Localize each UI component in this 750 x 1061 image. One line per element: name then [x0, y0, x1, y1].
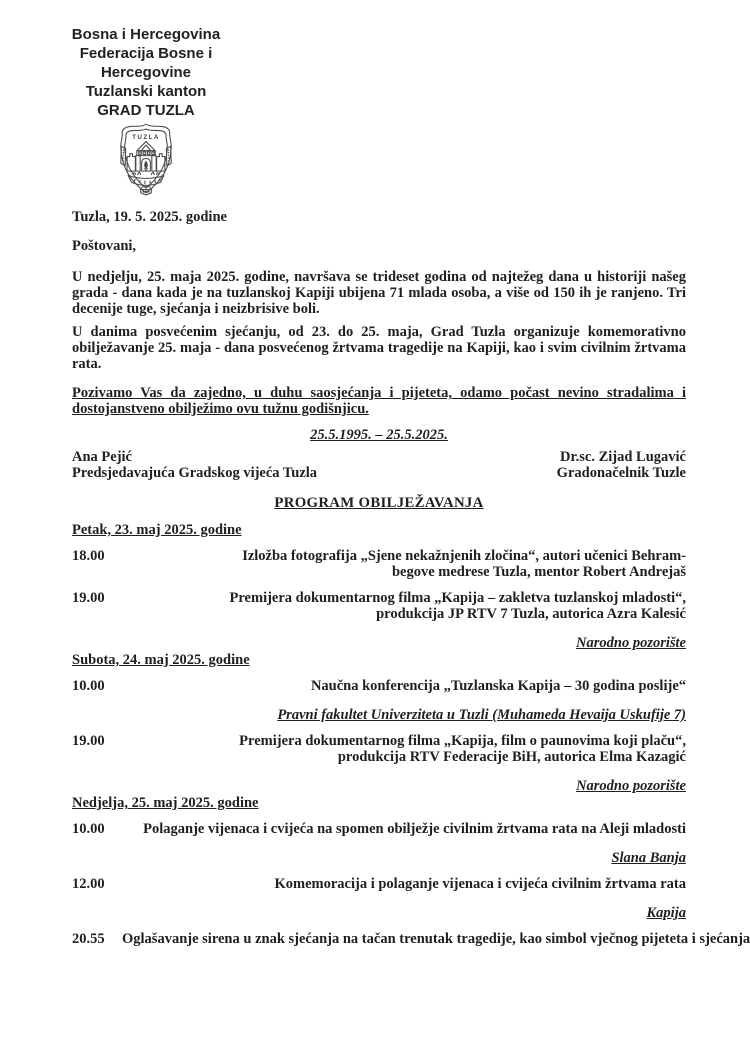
event-time: 10.00 [72, 821, 105, 837]
signature-left-name: Ana Pejić [72, 449, 132, 465]
day-heading-saturday: Subota, 24. maj 2025. godine [72, 652, 250, 668]
event-description: Naučna konferencija „Tuzlanska Kapija – 30 godina poslije“ [310, 678, 686, 694]
tuzla-coat-of-arms-icon [115, 122, 177, 196]
event-time: 18.00 [72, 548, 105, 564]
signature-block [72, 449, 686, 481]
event-description: Premijera dokumentarnog filma „Kapija, film o paunovima koji plaču“, produkcija RTV Federacije BiH, autorica Elma Kazagić [239, 733, 686, 765]
event-row [72, 733, 686, 765]
event-description: Komemoracija i polaganje vijenaca i cvijeća civilnim žrtvama rata [274, 876, 686, 892]
letterhead [34, 25, 258, 120]
event-time: 10.00 [72, 678, 105, 694]
signature-right-title: Gradonačelnik Tuzle [556, 465, 686, 481]
event-venue: Narodno pozorište [576, 778, 686, 794]
event-description: Polaganje vijenaca i cvijeća na spomen obilježje civilnim žrtvama rata na Aleji mladosti [143, 821, 686, 837]
event-venue: Kapija [646, 905, 686, 921]
event-venue: Pravni fakultet Univerziteta u Tuzli (Muhameda Hevaija Uskufije 7) [277, 707, 686, 723]
event-time: 19.00 [72, 733, 105, 749]
event-description: Izložba fotografija „Sjene nekažnjenih zločina“, autori učenici Behram- begove medrese Tuzla, mentor Robert Andrejaš [242, 548, 686, 580]
paragraph-anniversary-intro: U nedjelju, 25. maja 2025. godine, navršava se trideset godina od najtežeg dana u historiji našeg grada - dana kada je na tuzlanskoj Kapiji ubijena 71 mlada osoba, a više od 150 ih je ranjeno. Tri decenije tuge, sjećanja i neizbrisive boli. [72, 269, 686, 317]
event-row [72, 876, 686, 892]
event-time: 12.00 [72, 876, 105, 892]
event-venue: Slana Banja [611, 850, 686, 866]
paragraph-commemoration-days: U danima posvećenim sjećanju, od 23. do 25. maja, Grad Tuzla organizuje komemorativno obilježavanje 25. maja - dana posvećenog žrtvama tragedije na Kapiji, kao i svim civilnim žrtvama rata. [72, 324, 686, 372]
emblem-label: TUZLA [132, 134, 160, 142]
event-time: 19.00 [72, 590, 105, 606]
signature-left-title: Predsjedavajuća Gradskog vijeća Tuzla [72, 465, 318, 481]
day-heading-friday: Petak, 23. maj 2025. godine [72, 522, 242, 538]
letterhead-line-country: Bosna i Hercegovina [71, 26, 221, 43]
letterhead-line-canton: Tuzlanski kanton [85, 83, 207, 100]
letterhead-line-city: GRAD TUZLA [97, 102, 195, 119]
anniversary-dates: 25.5.1995. – 25.5.2025. [310, 427, 448, 443]
event-row [72, 548, 686, 580]
event-row [72, 590, 686, 622]
event-row [72, 931, 750, 947]
event-row [72, 821, 686, 837]
event-row [72, 678, 686, 694]
program-title: PROGRAM OBILJEŽAVANJA [274, 495, 484, 511]
paragraph-invitation: Pozivamo Vas da zajedno, u duhu saosjećanja i pijeteta, odamo počast nevino stradalima i dostojanstveno obilježimo ovu tužnu godišnjicu. [72, 385, 686, 417]
event-description: Premijera dokumentarnog filma „Kapija – zakletva tuzlanskoj mladosti“, produkcija JP RTV 7 Tuzla, autorica Azra Kalesić [229, 590, 686, 622]
signature-right-name: Dr.sc. Zijad Lugavić [560, 449, 686, 465]
event-time: 20.55 [72, 931, 105, 947]
letterhead-line-federation: Federacija Bosne i Hercegovine [79, 45, 213, 81]
day-heading-sunday: Nedjelja, 25. maj 2025. godine [72, 795, 259, 811]
event-venue: Narodno pozorište [576, 635, 686, 651]
signature-left [72, 449, 317, 481]
date-line: Tuzla, 19. 5. 2025. godine [72, 209, 227, 225]
event-description: Oglašavanje sirena u znak sjećanja na tačan trenutak tragedije, kao simbol vječnog pijeteta i sjećanja [122, 931, 750, 947]
signature-right [557, 449, 686, 481]
salutation: Poštovani, [72, 238, 137, 254]
